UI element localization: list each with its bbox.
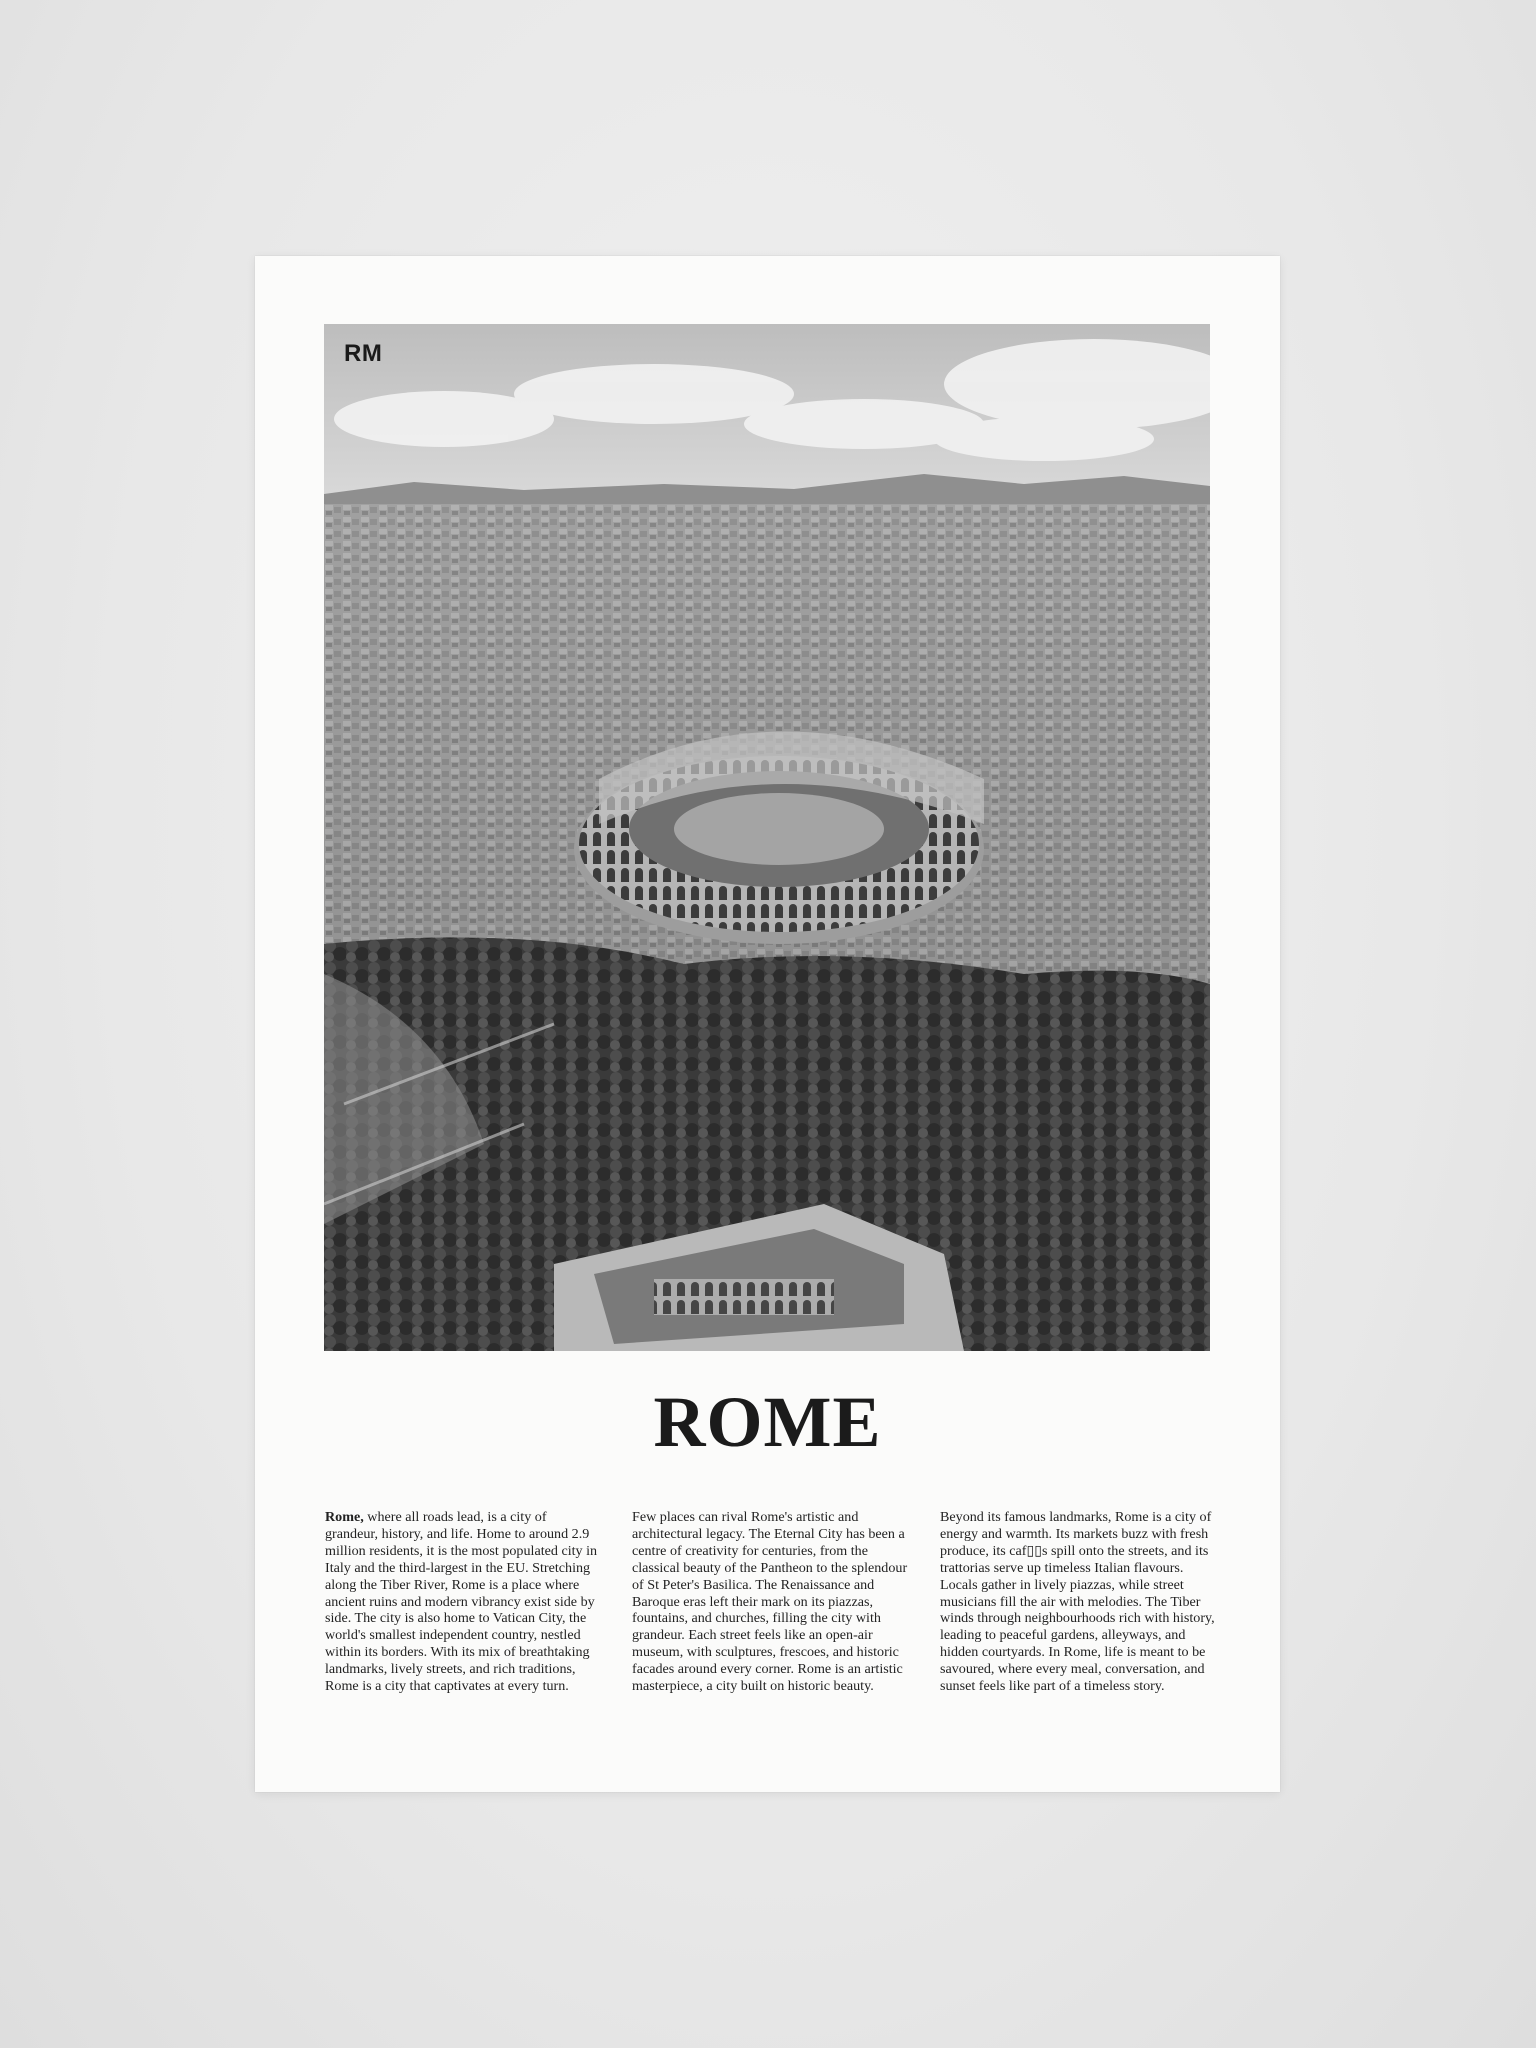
poster [255, 256, 1280, 1792]
colosseum-photo [324, 324, 1210, 1351]
column-text: where all roads lead, is a city of grandeur, history, and life. Home to around 2.9 million residents, it is the most populated city in Italy and the third-largest in the EU. Stretching along the Tiber River, Rome is a place where ancient ruins and modern vibrancy exist side by side. The city is also home to Vatican City, the world's smallest independent country, nestled within its borders. With its mix of breathtaking landmarks, lively streets, and rich traditions, Rome is a city that captivates at every turn. [325, 1509, 598, 1695]
column-lead-word: Rome, [325, 1509, 364, 1525]
column-text: Few places can rival Rome's artistic and architectural legacy. The Eternal City has been a centre of creativity for centuries, from the classical beauty of the Pantheon to the splendour of St Peter's Basilica. The Renaissance and Baroque eras left their mark on its piazzas, fountains, and churches, filling the city with grandeur. Each street feels like an open-air museum, with sculptures, frescoes, and historic facades around every corner. Rome is an artistic masterpiece, a city built on historic beauty. [632, 1509, 908, 1695]
column-text: Beyond its famous landmarks, Rome is a city of energy and warmth. Its markets buzz with fresh produce, its caf▯▯s spill onto the streets, and its trattorias serve up timeless Italian flavours. Locals gather in lively piazzas, while street musicians fill the air with melodies. The Tiber winds through neighbourhoods rich with history, leading to peaceful gardens, alleyways, and hidden courtyards. In Rome, life is meant to be savoured, where every meal, conversation, and sunset feels like part of a timeless story. [940, 1509, 1215, 1695]
text-column-2 [632, 1509, 908, 1695]
text-column-3 [940, 1509, 1216, 1695]
city-code-label: RM [344, 340, 383, 367]
text-column-1 [325, 1509, 601, 1695]
poster-title: ROME [653, 1382, 882, 1462]
